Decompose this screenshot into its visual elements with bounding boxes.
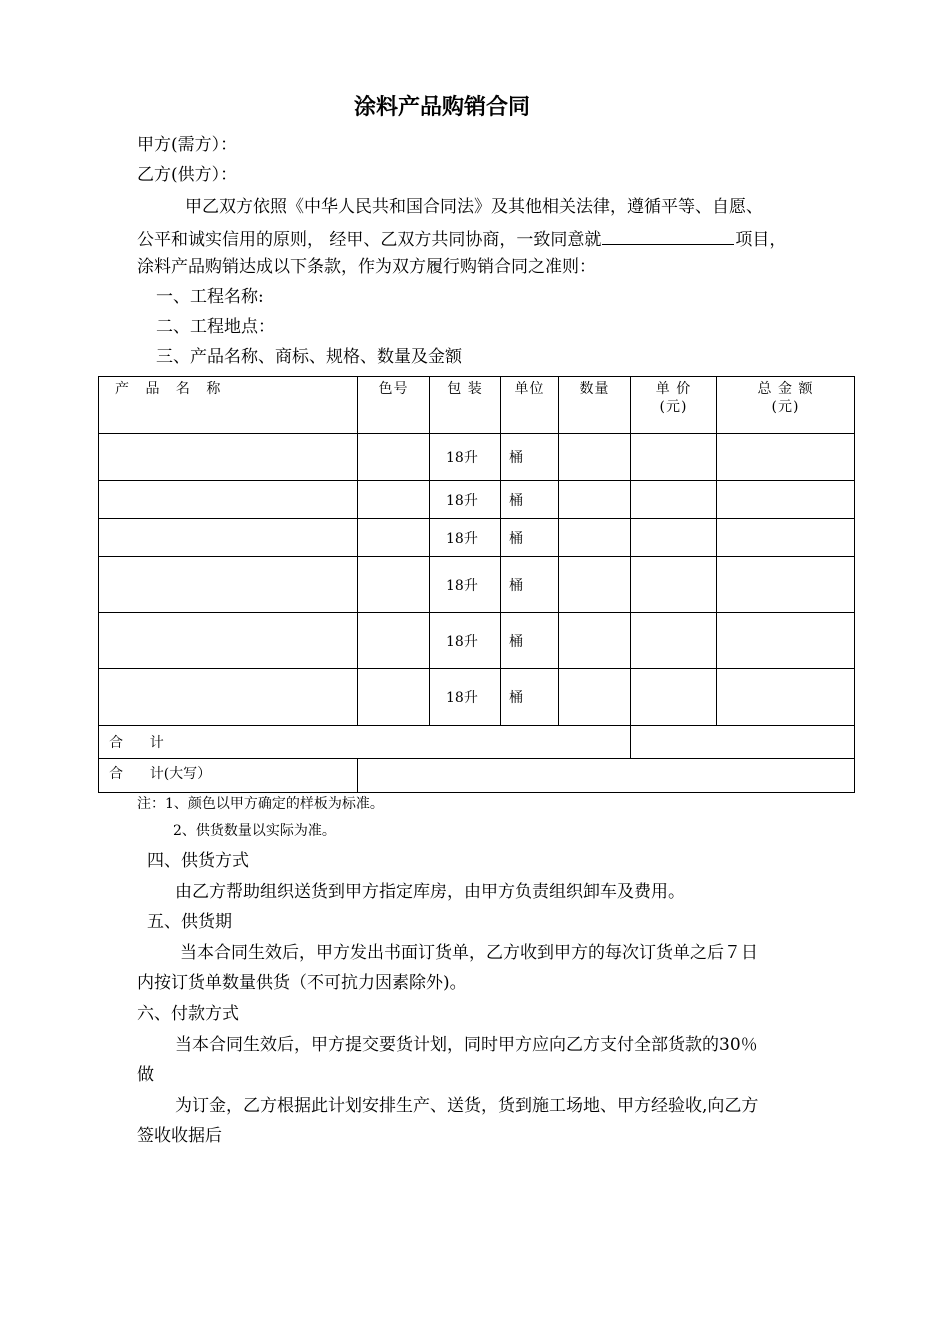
cell-product-name (99, 613, 358, 669)
header-color: 色号 (358, 377, 430, 434)
table-row (99, 613, 855, 669)
section-6-body-3: 为订金，乙方根据此计划安排生产、送货，货到施工场地、甲方经验收,向乙方 (175, 1096, 759, 1116)
cell-color (358, 519, 430, 557)
cell-color (358, 613, 430, 669)
note-1: 注：1、颜色以甲方确定的样板为标准。 (137, 796, 384, 812)
section-5-heading: 五、供货期 (147, 912, 232, 932)
section-4-heading: 四、供货方式 (147, 851, 249, 871)
sum-value (631, 726, 855, 759)
party-b-label: 乙方(供方）： (137, 165, 238, 185)
cell-product-name (99, 481, 358, 519)
cell-product-name (99, 519, 358, 557)
party-a-label: 甲方(需方）： (137, 135, 238, 155)
section-project-name: 一、工程名称: (156, 287, 264, 307)
section-4-body: 由乙方帮助组织送货到甲方指定库房，由甲方负责组织卸车及费用。 (175, 882, 685, 902)
section-products: 三、产品名称、商标、规格、数量及金额 (156, 347, 462, 367)
cell-packaging: 18升 (430, 519, 501, 557)
table-sum-caps-row (99, 759, 855, 793)
cell-color (358, 481, 430, 519)
table-row (99, 519, 855, 557)
intro-line-3: 涂料产品购销达成以下条款，作为双方履行购销合同之准则： (137, 257, 596, 277)
intro-line-1: 甲乙双方依照《中华人民共和国合同法》及其他相关法律，遵循平等、自愿、 (185, 197, 763, 217)
table-row (99, 669, 855, 726)
header-packaging: 包 装 (430, 377, 501, 434)
cell-packaging: 18升 (430, 481, 501, 519)
cell-packaging: 18升 (430, 669, 501, 726)
project-blank-field (602, 226, 734, 245)
cell-total (717, 557, 855, 613)
cell-product-name (99, 434, 358, 481)
sum-caps-value (358, 759, 855, 793)
cell-total (717, 613, 855, 669)
header-unit-price-label: 单 价 (655, 381, 692, 397)
cell-unit: 桶 (501, 434, 559, 481)
sum-caps-label: 合 计(大写） (99, 759, 358, 793)
cell-quantity (559, 481, 631, 519)
cell-packaging: 18升 (430, 557, 501, 613)
cell-quantity (559, 557, 631, 613)
cell-unit: 桶 (501, 669, 559, 726)
cell-unit-price (631, 669, 717, 726)
cell-product-name (99, 669, 358, 726)
sum-label: 合 计 (99, 726, 631, 759)
header-product-name: 产 品 名 称 (99, 377, 358, 434)
intro-line-2-text: 公平和诚实信用的原则， 经甲、乙双方共同协商，一致同意就 (137, 230, 602, 250)
cell-color (358, 669, 430, 726)
header-unit-price-unit: (元) (659, 399, 688, 415)
table-row (99, 481, 855, 519)
cell-quantity (559, 434, 631, 481)
section-6-body-1: 当本合同生效后，甲方提交要货计划，同时甲方应向乙方支付全部货款的30％ (175, 1035, 758, 1055)
section-5-body-1: 当本合同生效后，甲方发出书面订货单，乙方收到甲方的每次订货单之后７日 (180, 943, 758, 963)
section-6-body-4: 签收收据后 (137, 1126, 222, 1146)
section-6-heading: 六、付款方式 (137, 1004, 239, 1024)
cell-quantity (559, 613, 631, 669)
product-table (98, 376, 855, 793)
cell-unit: 桶 (501, 519, 559, 557)
cell-unit: 桶 (501, 613, 559, 669)
cell-quantity (559, 519, 631, 557)
header-unit: 单位 (501, 377, 559, 434)
cell-total (717, 481, 855, 519)
document-title: 涂料产品购销合同 (353, 95, 530, 120)
section-5-body-2: 内按订货单数量供货（不可抗力因素除外)。 (137, 973, 467, 993)
cell-color (358, 434, 430, 481)
cell-quantity (559, 669, 631, 726)
intro-line-2 (137, 226, 786, 251)
header-quantity: 数量 (559, 377, 631, 434)
section-6-body-2: 做 (137, 1065, 154, 1085)
cell-packaging: 18升 (430, 434, 501, 481)
cell-total (717, 669, 855, 726)
cell-packaging: 18升 (430, 613, 501, 669)
cell-unit-price (631, 557, 717, 613)
cell-unit: 桶 (501, 557, 559, 613)
cell-unit-price (631, 519, 717, 557)
header-total-amount-unit: (元) (771, 399, 800, 415)
section-project-location: 二、工程地点： (156, 317, 275, 337)
header-total-amount-label: 总 金 额 (757, 381, 814, 397)
cell-unit-price (631, 613, 717, 669)
cell-unit-price (631, 481, 717, 519)
intro-line-2-suffix: 项目， (735, 230, 787, 250)
cell-total (717, 434, 855, 481)
cell-color (358, 557, 430, 613)
cell-unit: 桶 (501, 481, 559, 519)
header-total-amount (717, 377, 855, 434)
cell-product-name (99, 557, 358, 613)
note-2: 2、供货数量以实际为准。 (173, 823, 336, 839)
cell-unit-price (631, 434, 717, 481)
table-sum-row (99, 726, 855, 759)
table-row (99, 434, 855, 481)
table-row (99, 557, 855, 613)
cell-total (717, 519, 855, 557)
table-header-row (99, 377, 855, 434)
header-unit-price (631, 377, 717, 434)
